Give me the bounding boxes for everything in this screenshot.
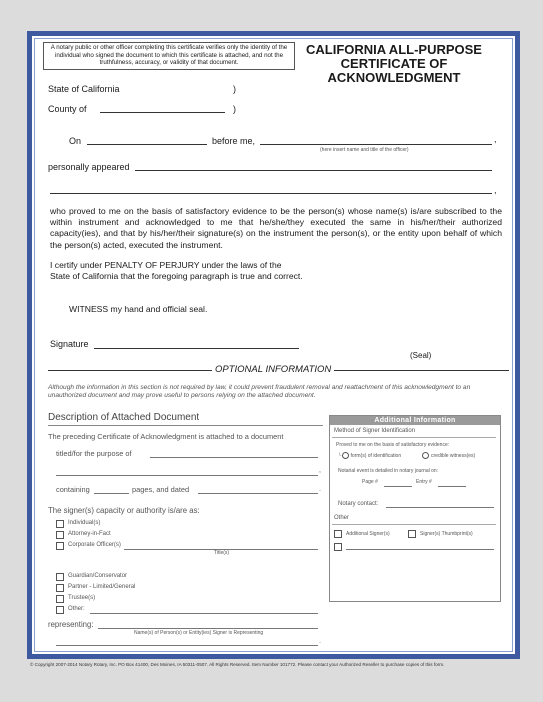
guardian-checkbox[interactable]	[56, 573, 64, 581]
representing-hint: Name(s) of Person(s) or Entity(ies) Signer is Representing	[134, 630, 264, 636]
individual-label: Individual(s)	[68, 520, 101, 526]
other-label: Other:	[68, 606, 85, 612]
officer-comma: ,	[494, 134, 497, 144]
credible-label: credible witness(es)	[431, 452, 476, 459]
individual-checkbox[interactable]	[56, 520, 64, 528]
copyright-footer: © Copyright 2007-2014 Notary Rotary, Inc. PO Box 41400, Des Moines, IA 50311-0507. All Rights Reserved. Item Number 101772. Please contact your Authorized Reseller to purchase copies of this form.	[30, 662, 445, 667]
representing-label: representing:	[48, 620, 94, 629]
additional-signers-label: Additional Signer(s)	[346, 531, 390, 537]
entry-label: Entry #	[416, 479, 432, 485]
signature-label: Signature	[50, 339, 89, 349]
names-comma: ,	[494, 185, 497, 195]
other-info-checkbox[interactable]	[334, 543, 342, 551]
corporate-officer-checkbox[interactable]	[56, 542, 64, 550]
certify-line-2: State of California that the foregoing paragraph is true and correct.	[50, 271, 303, 282]
titled-for-label: titled/for the purpose of	[56, 449, 132, 458]
before-me-label: before me,	[212, 136, 256, 146]
form-id-option[interactable]: └ form(s) of identification	[338, 452, 402, 459]
thumbprints-label: Signer(s) Thumbprint(s)	[420, 531, 473, 537]
preceding-label: The preceding Certificate of Acknowledgment is attached to a document	[48, 432, 284, 441]
page-label: Page #	[362, 479, 378, 485]
signer-names-field-2[interactable]	[50, 193, 492, 194]
state-paren: )	[233, 84, 236, 94]
certificate-form	[27, 31, 520, 659]
title-hint: Title(s)	[214, 550, 230, 556]
title-line-1: CALIFORNIA ALL-PURPOSE	[306, 42, 482, 57]
thumbprints-checkbox[interactable]	[408, 530, 416, 538]
entry-number-field[interactable]	[438, 486, 466, 487]
witness-statement: WITNESS my hand and official seal.	[69, 304, 208, 314]
county-paren: )	[233, 104, 236, 114]
trustee-checkbox[interactable]	[56, 595, 64, 603]
method-divider	[332, 437, 496, 438]
optional-info-header: OPTIONAL INFORMATION	[212, 364, 334, 375]
form-title	[304, 43, 484, 85]
attorney-checkbox[interactable]	[56, 531, 64, 539]
representing-field[interactable]	[98, 628, 318, 629]
corporate-officer-label: Corporate Officer(s)	[68, 542, 121, 548]
optional-note: Although the information in this section is not required by law, it could prevent fraudulent removal and reattachment of this acknowledgment to an unauthorized document and may prove useful to persons relying on the attached document.	[48, 384, 471, 400]
certify-statement	[50, 260, 303, 283]
notary-notice: A notary public or other officer completing this certificate verifies only the identity of the individual who signed the document to which this certificate is attached, and not the truthfulness, accuracy, or validity of that document.	[43, 42, 295, 70]
state-label: State of California	[48, 84, 120, 94]
date-field[interactable]	[87, 144, 207, 145]
proved-label: Proved to me on the basis of satisfactory evidence:	[336, 442, 450, 448]
guardian-label: Guardian/Conservator	[68, 573, 128, 579]
additional-info-box	[329, 415, 501, 602]
other-info-field[interactable]	[346, 549, 494, 550]
officer-field[interactable]	[260, 144, 492, 145]
representing-period: .	[319, 638, 321, 645]
representing-field-2[interactable]	[56, 645, 318, 646]
document-date-field[interactable]	[198, 493, 318, 494]
certify-line-1: I certify under PENALTY OF PERJURY under the laws of the	[50, 260, 282, 270]
containing-label: containing	[56, 485, 90, 494]
other-header: Other	[334, 515, 350, 521]
proved-paragraph: who proved to me on the basis of satisfactory evidence to be the person(s) whose name(s) is/are subscribed to the within instrument and acknowledged to me that he/she/they executed the same in his/her/their authorized capacity(ies), and that by his/her/their signature(s) on the instrument the person(s), or the entity upon behalf of which the person(s) acted, executed the instrument.	[50, 206, 502, 250]
notary-contact-field[interactable]	[386, 507, 494, 508]
personally-appeared-label: personally appeared	[48, 162, 130, 172]
partner-label: Partner - Limited/General	[68, 584, 136, 590]
form-id-label: form(s) of identification	[350, 452, 402, 459]
attorney-label: Attorney-in-Fact	[68, 531, 111, 537]
partner-checkbox[interactable]	[56, 584, 64, 592]
capacity-label: The signer(s) capacity or authority is/are as:	[48, 506, 200, 515]
signer-names-field[interactable]	[135, 170, 492, 171]
form-id-radio[interactable]	[342, 452, 349, 459]
additional-info-header: Additional Information	[330, 416, 500, 425]
desc-divider	[48, 425, 323, 426]
credible-witness-option[interactable]	[422, 452, 475, 459]
signature-field[interactable]	[94, 348, 299, 349]
other-checkbox[interactable]	[56, 606, 64, 614]
document-title-field-2[interactable]	[56, 475, 318, 476]
document-title-field[interactable]	[150, 457, 318, 458]
credible-radio[interactable]	[422, 452, 429, 459]
date-period: .	[319, 486, 321, 493]
pages-field[interactable]	[94, 493, 129, 494]
title-comma: ,	[319, 467, 321, 474]
title-line-2: CERTIFICATE OF	[340, 56, 448, 71]
additional-signers-checkbox[interactable]	[334, 530, 342, 538]
other-capacity-field[interactable]	[90, 613, 318, 614]
on-label: On	[69, 136, 82, 146]
seal-label: (Seal)	[410, 351, 432, 360]
officer-hint: (here insert name and title of the officer)	[320, 147, 409, 153]
trustee-label: Trustee(s)	[68, 595, 96, 601]
county-label: County of	[48, 104, 87, 114]
notary-contact-label: Notary contact:	[338, 501, 379, 507]
method-label: Method of Signer Identification	[334, 428, 416, 434]
title-line-3: ACKNOWLEDGMENT	[327, 70, 461, 85]
other-divider	[332, 524, 496, 525]
journal-label: Notarial event is detailed in notary journal on:	[338, 468, 439, 474]
page-number-field[interactable]	[384, 486, 412, 487]
pages-dated-label: pages, and dated	[132, 485, 190, 494]
county-field[interactable]	[100, 112, 225, 113]
desc-header: Description of Attached Document	[48, 412, 200, 423]
